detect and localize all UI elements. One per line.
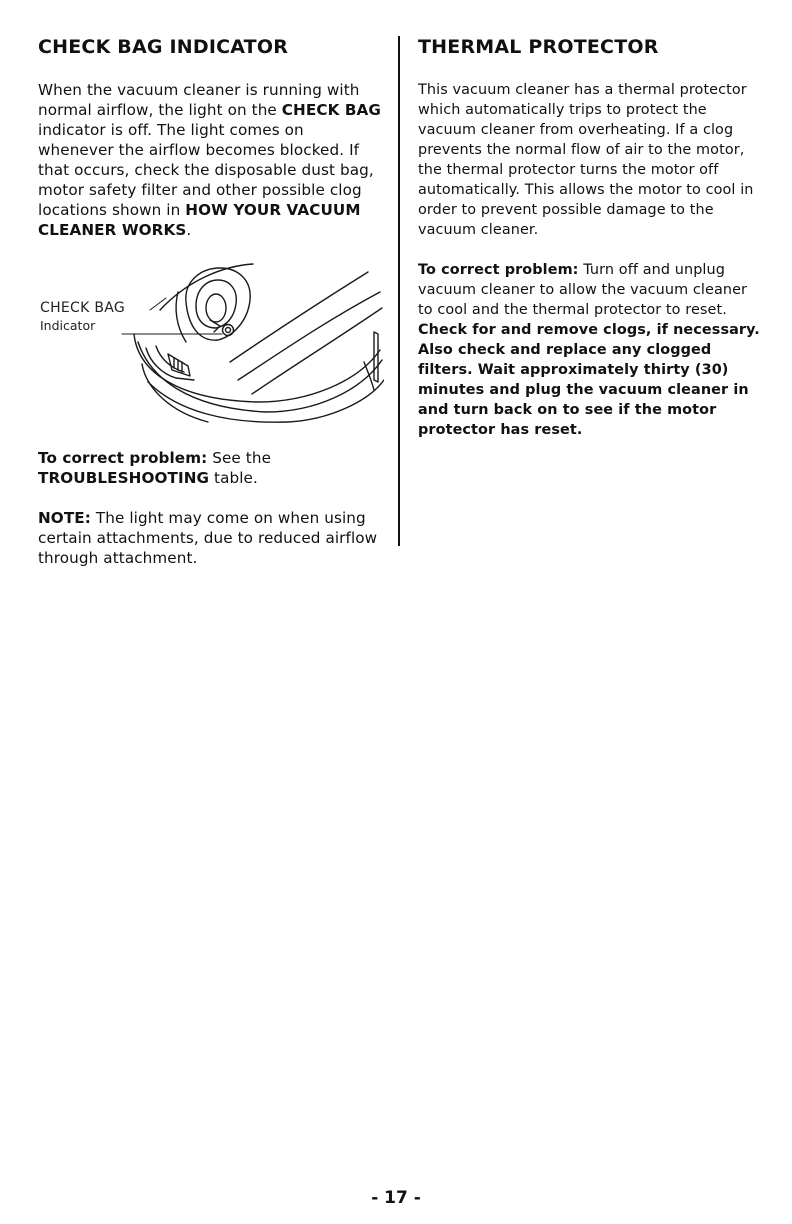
thermal-protector-intro: This vacuum cleaner has a thermal protector which automatically trips to protect the vacuum cleaner from overheating. If a clog prevents the normal flow of air to the motor, the thermal protector turns the motor off automatically. This allows the motor to cool in order to prevent possible damage to the vacuum cleaner. xyxy=(418,82,754,238)
check-bag-correct-problem xyxy=(38,448,384,488)
check-bag-intro xyxy=(38,80,384,240)
check-bag-heading: CHECK BAG INDICATOR xyxy=(38,36,289,58)
check-bag-label: CHECK BAG xyxy=(40,300,126,316)
right-column xyxy=(418,34,760,440)
thermal-protector-heading: THERMAL PROTECTOR xyxy=(418,36,659,58)
note-lead: NOTE: xyxy=(38,509,91,527)
left-column xyxy=(38,34,384,568)
intro-bold-check-bag: CHECK BAG xyxy=(281,101,381,119)
thermal-correct-lead: To correct problem: xyxy=(418,262,579,278)
intro-bold-how-works: HOW YOUR VACUUM CLEANER WORKS xyxy=(38,201,361,239)
correct-text-2: table. xyxy=(214,469,258,487)
intro-text-1: When the vacuum cleaner is running with normal airflow, the light on the xyxy=(38,81,360,119)
note-text: The light may come on when using certain attachments, due to reduced airflow through attachment. xyxy=(38,509,378,567)
indicator-label: Indicator xyxy=(40,318,96,333)
check-bag-note xyxy=(38,508,384,568)
column-divider xyxy=(398,36,400,546)
page-number: - 17 - xyxy=(371,1188,421,1208)
thermal-correct-bold: Check for and remove clogs, if necessary. Also check and replace any clogged filters. Wait approximately thirty (30) minutes and plug the vacuum cleaner in and turn back on to see if the motor protector has reset. xyxy=(418,322,760,438)
thermal-correct-problem xyxy=(418,260,760,440)
intro-text-3: . xyxy=(186,221,192,239)
correct-text-1: See the xyxy=(212,449,272,467)
correct-problem-lead: To correct problem: xyxy=(38,449,208,467)
check-bag-figure xyxy=(38,262,384,434)
intro-text-2: indicator is off. The light comes on whenever the airflow becomes blocked. If that occurs, check the disposable dust bag, motor safety filter and other possible clog locations shown in xyxy=(38,121,374,219)
troubleshooting-ref: TROUBLESHOOTING xyxy=(38,469,210,487)
thermal-correct-text: Turn off and unplug vacuum cleaner to allow the vacuum cleaner to cool and the thermal protector to reset. xyxy=(418,262,748,318)
vacuum-illustration xyxy=(38,262,384,434)
